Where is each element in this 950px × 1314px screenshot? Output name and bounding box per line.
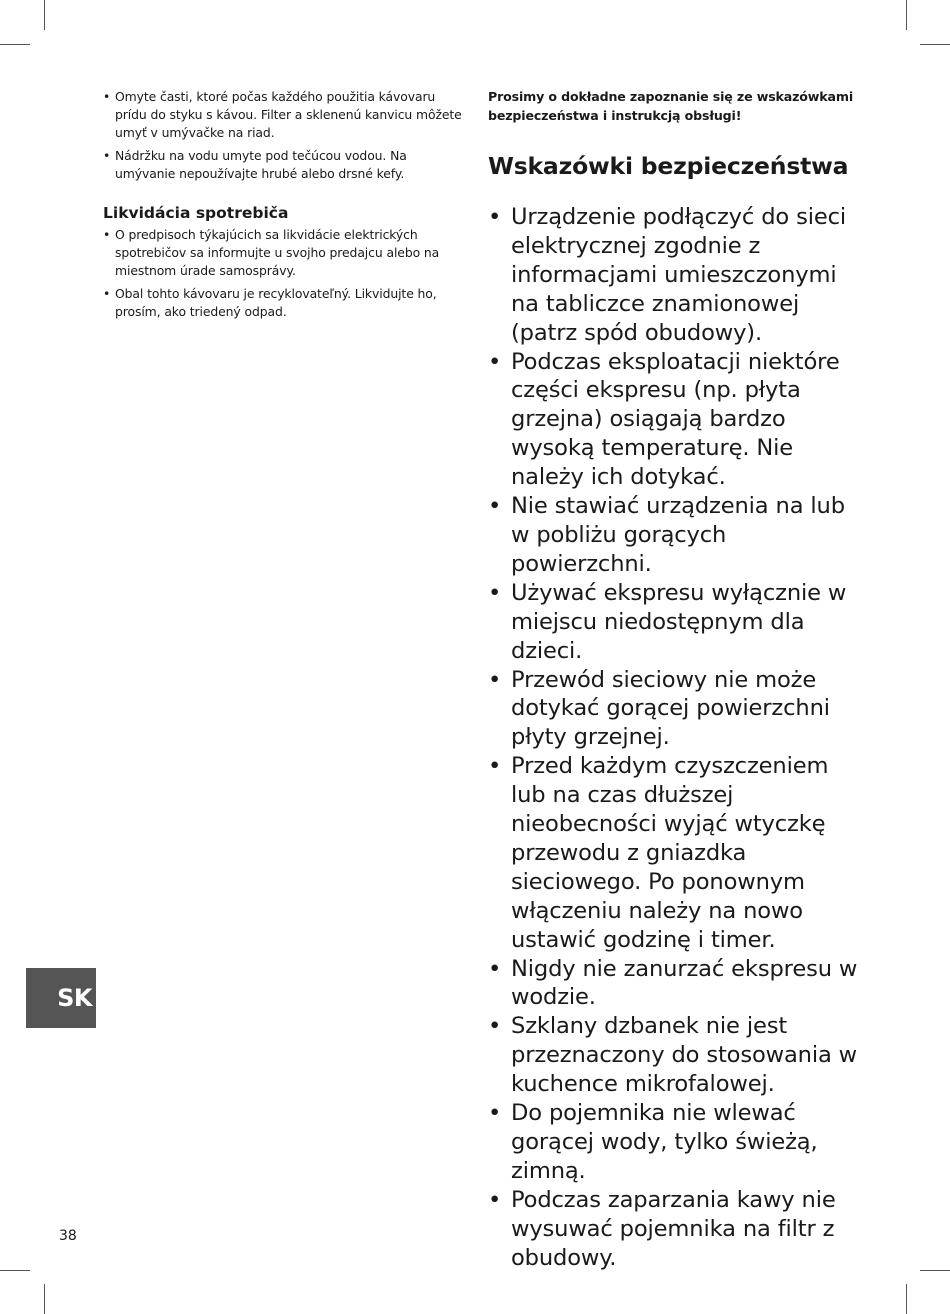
crop-mark <box>0 44 30 45</box>
list-item: • Podczas eksploatacji niektóre części ekspresu (np. płyta grzejna) osiągają bardzo wysoką temperaturę. Nie należy ich dotykać. <box>488 348 868 493</box>
right-column <box>488 88 868 1273</box>
list-item: • Do pojemnika nie wlewać gorącej wody, tylko świeżą, zimną. <box>488 1099 868 1186</box>
crop-mark <box>0 1270 30 1271</box>
list-item: • Omyte časti, ktoré počas každého použitia kávovaru prídu do styku s kávou. Filter a sklenenú kanvicu môžete umyť v umývačke na riad. <box>103 88 468 143</box>
page-number: 38 <box>59 1228 77 1244</box>
safety-instructions-list <box>488 203 868 1273</box>
list-item: • Obal tohto kávovaru je recyklovateľný. Likvidujte ho, prosím, ako triedený odpad. <box>103 285 468 321</box>
list-item: • Szklany dzbanek nie jest przeznaczony do stosowania w kuchence mikrofalowej. <box>488 1012 868 1099</box>
crop-mark <box>44 0 45 30</box>
list-item: • Podczas zaparzania kawy nie wysuwać pojemnika na filtr z obudowy. <box>488 1186 868 1273</box>
crop-mark <box>906 0 907 30</box>
crop-mark <box>920 1270 950 1271</box>
crop-mark <box>44 1284 45 1314</box>
crop-mark <box>906 1284 907 1314</box>
safety-heading: Wskazówki bezpieczeństwa <box>488 152 849 180</box>
list-item: • Nie stawiać urządzenia na lub w pobliżu gorących powierzchni. <box>488 492 868 579</box>
list-item: • O predpisoch týkajúcich sa likvidácie elektrických spotrebičov sa informujte u svojho predajcu alebo na miestnom úrade samosprávy. <box>103 226 468 281</box>
language-tab: SK <box>26 968 96 1028</box>
list-item: • Przewód sieciowy nie może dotykać gorącej powierzchni płyty grzejnej. <box>488 666 868 753</box>
list-item: • Używać ekspresu wyłącznie w miejscu niedostępnym dla dzieci. <box>488 579 868 666</box>
disposal-heading: Likvidácia spotrebiča <box>103 204 289 223</box>
list-item: • Przed każdym czyszczeniem lub na czas dłuższej nieobecności wyjąć wtyczkę przewodu z gniazdka sieciowego. Po ponownym włączeniu należy na nowo ustawić godzinę i timer. <box>488 752 868 954</box>
crop-mark <box>920 44 950 45</box>
list-item: • Nigdy nie zanurzać ekspresu w wodzie. <box>488 955 868 1013</box>
disposal-list <box>103 226 468 321</box>
left-column <box>103 88 468 325</box>
care-instructions-list <box>103 88 468 183</box>
intro-paragraph: Prosimy o dokładne zapoznanie się ze wskazówkami bezpieczeństwa i instrukcją obsługi! <box>488 89 854 123</box>
list-item: • Urządzenie podłączyć do sieci elektrycznej zgodnie z informacjami umieszczonymi na tabliczce znamionowej (patrz spód obudowy). <box>488 203 868 348</box>
list-item: • Nádržku na vodu umyte pod tečúcou vodou. Na umývanie nepoužívajte hrubé alebo drsné kefy. <box>103 147 468 183</box>
